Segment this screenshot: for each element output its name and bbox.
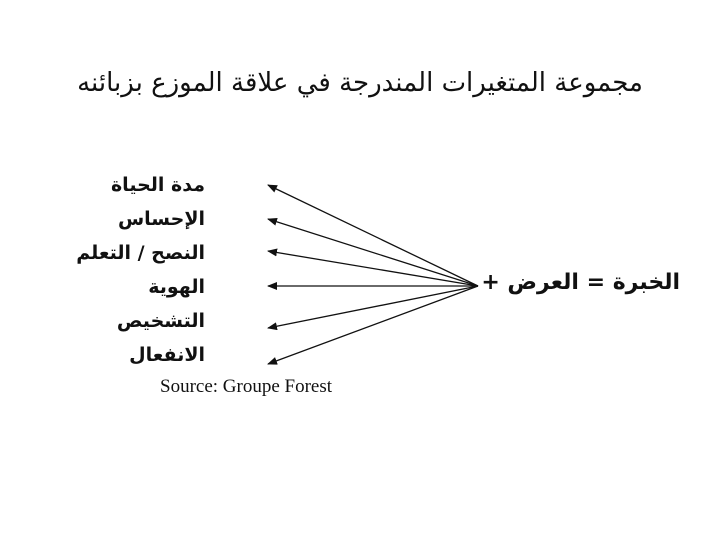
slide-title: مجموعة المتغيرات المندرجة في علاقة الموزع بزبائنه	[77, 68, 643, 98]
arrow-personalization	[268, 286, 478, 328]
variable-label-identity: الهوية	[148, 276, 205, 298]
variable-label-advice-learning: النصح / التعلم	[76, 242, 205, 264]
arrow-emotion	[268, 286, 478, 364]
arrow-lifetime	[268, 185, 478, 286]
arrow-feeling	[268, 219, 478, 286]
variable-label-feeling: الإحساس	[117, 208, 205, 230]
variable-label-lifetime: مدة الحياة	[110, 174, 205, 196]
variable-label-personalization: التشخيص	[116, 310, 205, 332]
variable-label-emotion: الانفعال	[129, 344, 205, 366]
source-caption: Source: Groupe Forest	[160, 376, 333, 397]
arrow-advice-learning	[268, 251, 478, 286]
experience-formula: الخبرة = العرض +	[481, 270, 680, 295]
